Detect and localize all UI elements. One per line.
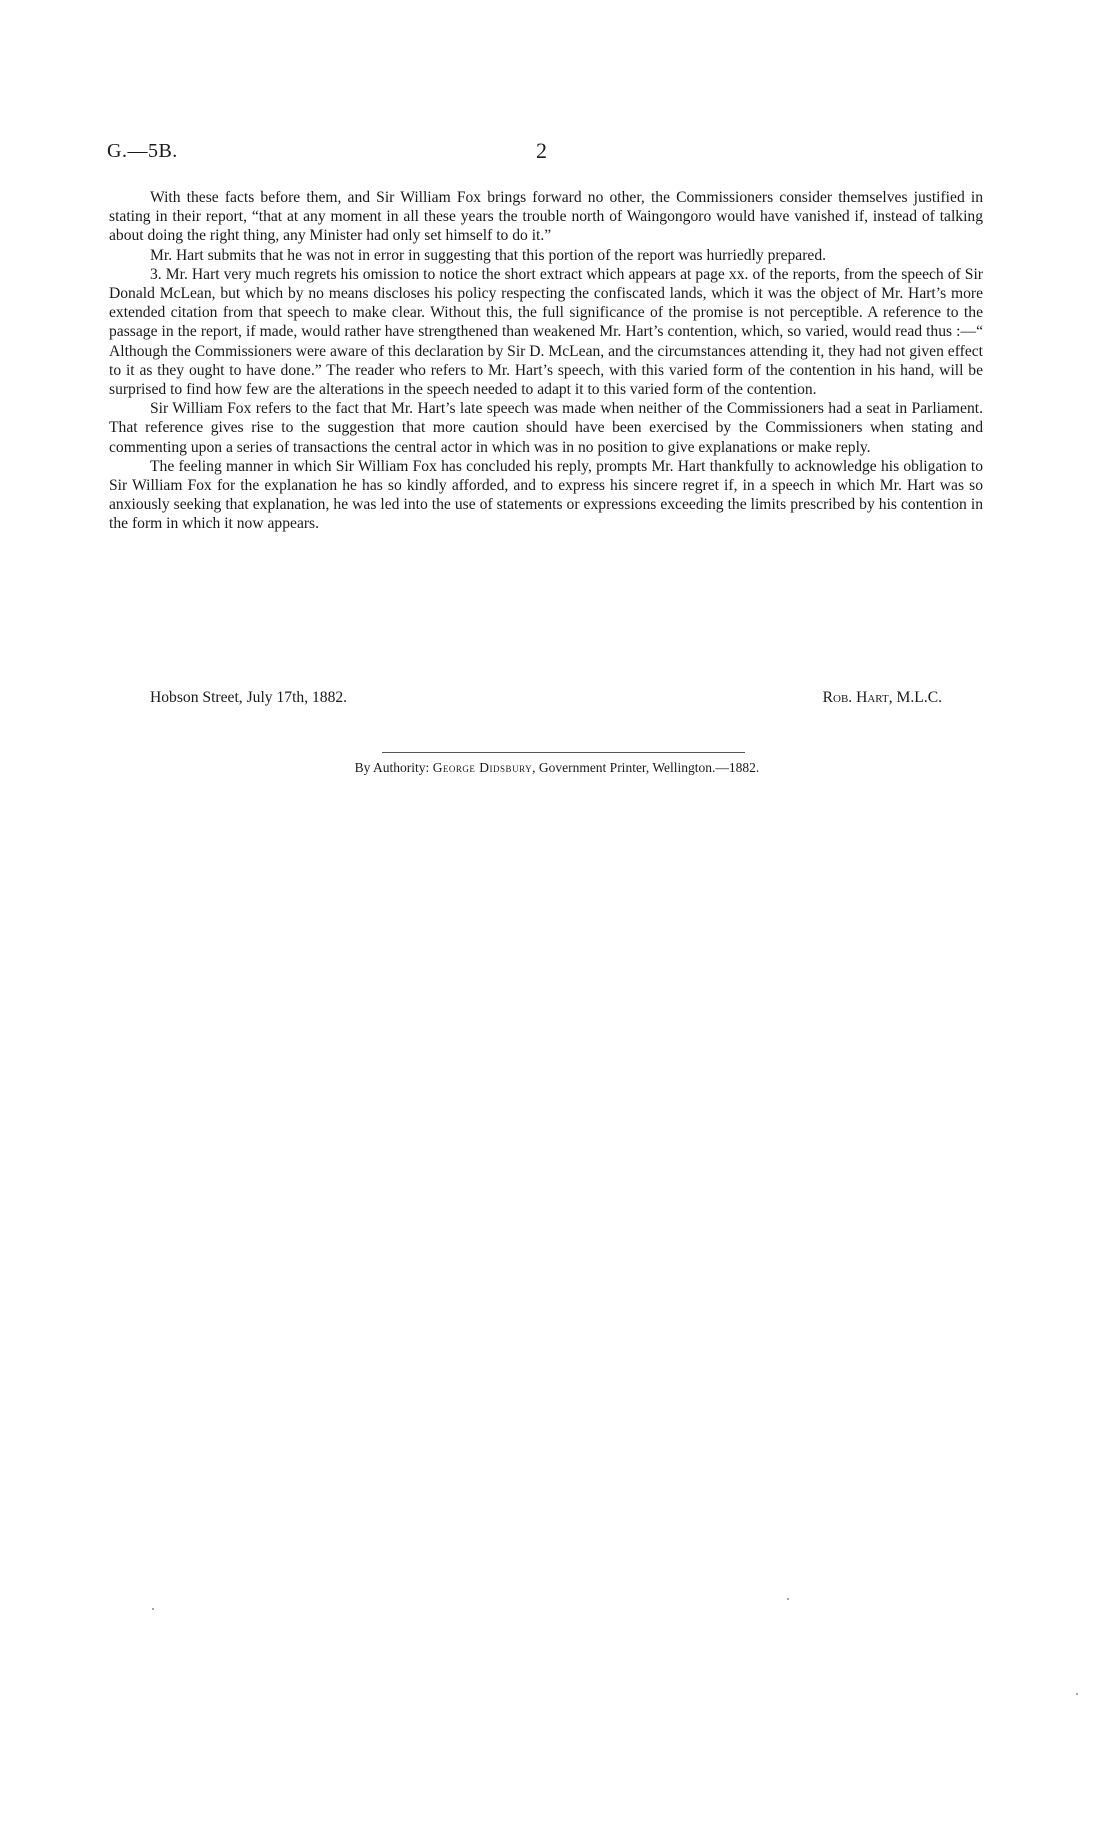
- printer-imprint: [0, 760, 1114, 776]
- printer-name: George Didsbury: [432, 760, 533, 775]
- divider: [382, 752, 745, 753]
- paragraph: Sir William Fox refers to the fact that Mr. Hart’s late speech was made when neither of the Commissioners had a seat in Parliament. That reference gives rise to the suggestion that more caution should have been exercised by the Commissioners when stating and commenting upon a series of transactions the central actor in which was in no position to give explanations or make reply.: [109, 400, 983, 456]
- paper-speck: [787, 1598, 789, 1600]
- paper-speck: [152, 1608, 154, 1610]
- paragraph: Mr. Hart submits that he was not in error in suggesting that this portion of the report was hurriedly prepared.: [150, 246, 827, 264]
- paragraph: 3. Mr. Hart very much regrets his omission to notice the short extract which appears at page xx. of the reports, from the speech of Sir Donald McLean, but which by no means discloses his policy respecting the confiscated lands, which it was the object of Mr. Hart’s more extended citation from that speech to make clear. Without this, the full significance of the promise is not perceptible. A reference to the passage in the report, if made, would rather have strengthened than weakened Mr. Hart’s contention, which, so varied, would read thus :—“ Although the Commissioners were aware of this declaration by Sir D. McLean, and the circumstances attending it, they had not given effect to it as they ought to have done.” The reader who refers to Mr. Hart’s speech, with this varied form of the contention in his hand, will be surprised to find how few are the alterations in the speech needed to adapt it to this varied form of the contention.: [109, 265, 983, 399]
- paper-speck: [1076, 1693, 1078, 1695]
- paragraph: With these facts before them, and Sir William Fox brings forward no other, the Commissioners consider themselves justified in stating in their report, “that at any moment in all these years the trouble north of Waingongoro would have vanished if, instead of talking about doing the right thing, any Minister had only set himself to do it.”: [109, 189, 983, 245]
- imprint-prefix: By Authority:: [354, 760, 430, 775]
- paragraph: The feeling manner in which Sir William Fox has concluded his reply, prompts Mr. Hart thankfully to acknowledge his obligation to Sir William Fox for the explanation he has so kindly afforded, and to express his sincere regret if, in a speech in which Mr. Hart was so anxiously seeking that explanation, he was led into the use of statements or expressions exceeding the limits prescribed by his contention in the form in which it now appears.: [109, 457, 983, 533]
- body-text: [109, 188, 983, 534]
- place-date: Hobson Street, July 17th, 1882.: [150, 689, 348, 706]
- imprint-suffix: , Government Printer, Wellington.—1882.: [532, 760, 760, 775]
- document-reference: G.—5B.: [107, 140, 178, 162]
- signatory: Rob. Hart, M.L.C.: [822, 689, 942, 706]
- page-number: 2: [536, 138, 547, 163]
